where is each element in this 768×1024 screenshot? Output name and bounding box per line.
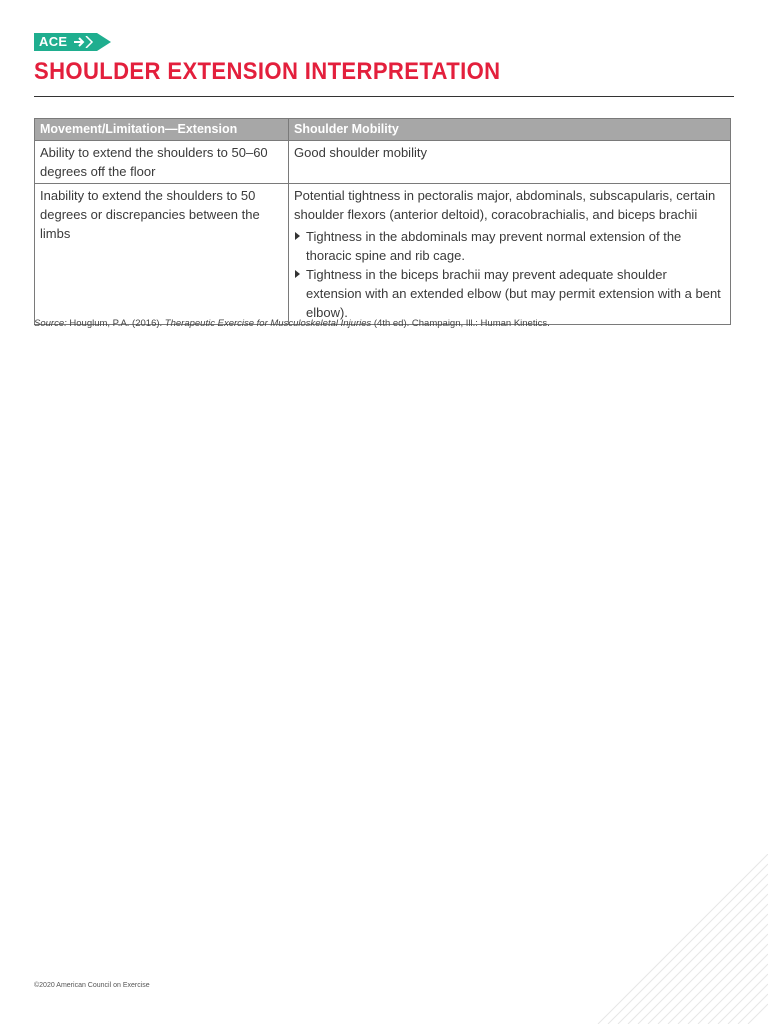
source-text-2: (4th ed). Champaign, Ill.: Human Kinetics. — [371, 318, 550, 329]
cell-mobility: Good shoulder mobility — [289, 141, 731, 184]
header-mobility: Shoulder Mobility — [289, 119, 731, 141]
bullet-text: Tightness in the biceps brachii may prevent adequate shoulder extension with an extended elbow (but may permit extension with a bent elbow). — [306, 267, 721, 320]
source-text-1: Houglum, P.A. (2016). — [66, 318, 165, 329]
list-item — [294, 265, 725, 322]
table-row — [35, 141, 731, 184]
cell-mobility-detail — [289, 184, 731, 325]
cell-limitation: Ability to extend the shoulders to 50–60 degrees off the floor — [35, 141, 289, 184]
bullet-text: Tightness in the abdominals may prevent normal extension of the thoracic spine and rib cage. — [306, 229, 682, 263]
title-divider — [34, 96, 734, 97]
cell-mobility: Potential tightness in pectoralis major, abdominals, subscapularis, certain shoulder flexors (anterior deltoid), coracobrachialis, and biceps brachii — [294, 188, 716, 222]
table-header-row — [35, 119, 731, 141]
interpretation-table — [34, 118, 731, 325]
mobility-bullet-list — [294, 227, 725, 322]
source-book-title: Therapeutic Exercise for Musculoskeletal Injuries — [164, 318, 372, 329]
header-limitation: Movement/Limitation—Extension — [35, 119, 289, 141]
source-label: Source: — [34, 318, 67, 329]
decorative-hatch-pattern — [568, 854, 768, 1024]
table-row — [35, 184, 731, 325]
logo-chevron-shape — [97, 33, 111, 51]
arrow-right-icon — [71, 33, 97, 51]
copyright-footer: ©2020 American Council on Exercise — [34, 982, 150, 989]
source-citation — [34, 318, 550, 329]
list-item — [294, 227, 725, 265]
logo-text: ACE — [34, 33, 71, 51]
page-title: SHOULDER EXTENSION INTERPRETATION — [34, 58, 501, 85]
cell-limitation: Inability to extend the shoulders to 50 degrees or discrepancies between the limbs — [35, 184, 289, 325]
ace-logo — [34, 33, 111, 51]
triangle-bullet-icon — [295, 232, 300, 240]
triangle-bullet-icon — [295, 270, 300, 278]
